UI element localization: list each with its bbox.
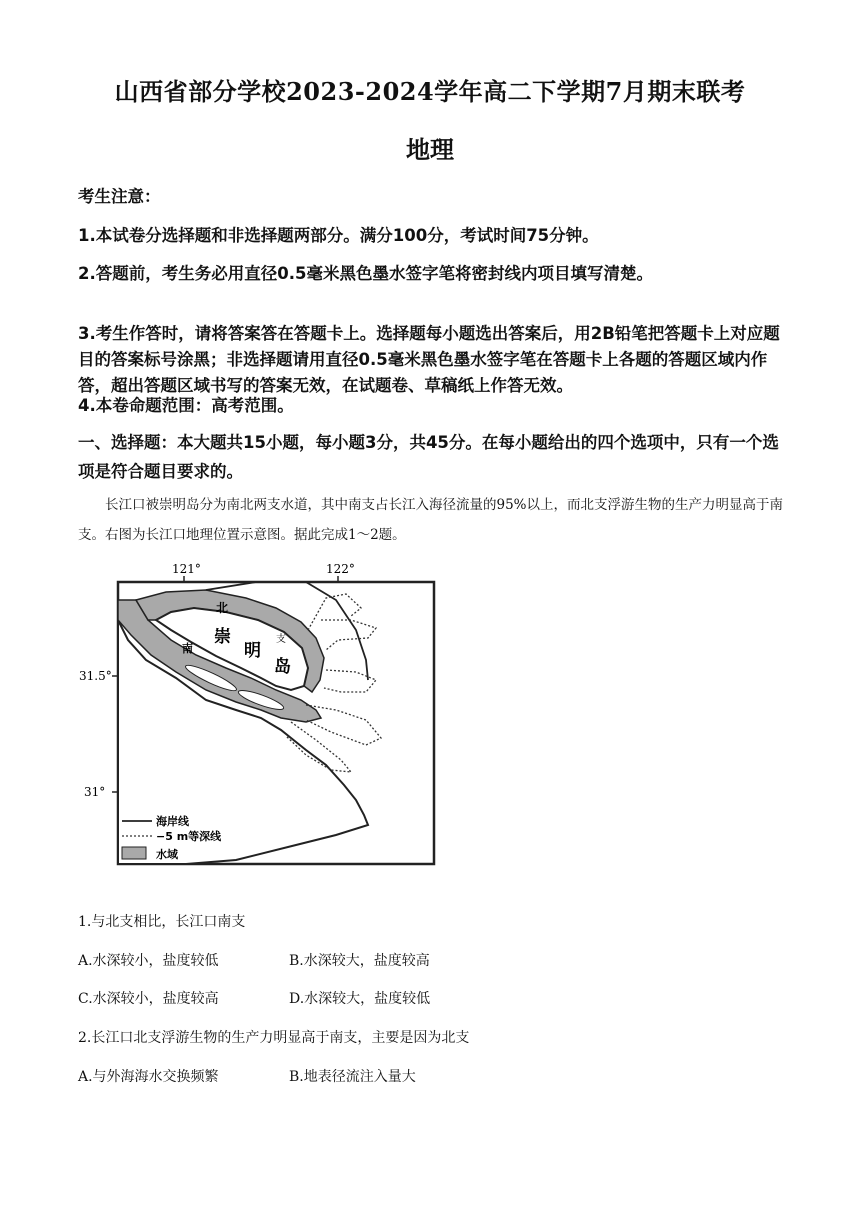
notice-heading: 考生注意： [78,187,161,206]
question-1-options-row-2 [78,988,430,1008]
question-2-stem: 2.长江口北支浮游生物的生产力明显高于南支，主要是因为北支 [78,1030,470,1046]
section-heading: 一、选择题：本大题共15小题，每小题3分，共45分。在每小题给出的四个选项中，只有一个选项是符合题目要求的。 [78,433,779,481]
lat-label-315: 31.5° [79,669,112,683]
question-1-stem: 1.与北支相比，长江口南支 [78,914,246,930]
q1-option-b[interactable]: B.水深较大，盐度较高 [289,953,430,969]
label-island-ming: 明 [244,641,261,661]
label-north: 北 [216,601,229,615]
notice-item-1: 1.本试卷分选择题和非选择题两部分。满分100分，考试时间75分钟。 [78,226,599,245]
legend-coastline-label: 海岸线 [156,815,189,828]
label-island-dao: 岛 [274,657,291,677]
reading-passage: 长江口被崇明岛分为南北两支水道，其中南支占长江入海径流量的95%以上，而北支浮游生物的生产力明显高于南支。右图为长江口地理位置示意图。据此完成1～2题。 [78,497,784,543]
q2-option-a[interactable]: A.与外海海水交换频繁 [78,1069,219,1085]
exam-subject: 地理 [406,135,454,164]
lat-label-31: 31° [84,785,106,799]
label-channel: 支 [276,634,286,645]
q2-option-b[interactable]: B.地表径流注入量大 [289,1069,416,1085]
legend-water-label: 水域 [156,848,178,861]
lon-label-121: 121° [172,562,201,576]
label-island-chong: 崇 [214,627,231,647]
exam-title: 山西省部分学校2023-2024学年高二下学期7月期末联考 [114,77,746,106]
yangtze-estuary-map [76,560,456,890]
lon-label-122: 122° [326,562,355,576]
notice-item-4: 4.本卷命题范围：高考范围。 [78,396,294,415]
q1-option-a[interactable]: A.水深较小，盐度较低 [78,953,219,969]
q1-option-c[interactable]: C.水深较小，盐度较高 [78,991,219,1007]
legend-water-swatch [122,847,146,859]
notice-item-2: 2.答题前，考生务必用直径0.5毫米黑色墨水签字笔将密封线内项目填写清楚。 [78,264,653,283]
map-figure [76,560,456,890]
notice-item-3: 3.考生作答时，请将答案答在答题卡上。选择题每小题选出答案后，用2B铅笔把答题卡上对应题目的答案标号涂黑；非选择题请用直径0.5毫米黑色墨水签字笔在答题卡上各题的答题区域内作答，超出答题区域书写的答案无效，在试题卷、草稿纸上作答无效。 [78,324,780,395]
q1-option-d[interactable]: D.水深较大，盐度较低 [289,991,431,1007]
label-south: 南 [182,642,193,655]
legend-isobath-label: −5 m等深线 [156,830,222,843]
question-2-options-row-1 [78,1066,416,1086]
question-1-options-row-1 [78,950,430,970]
